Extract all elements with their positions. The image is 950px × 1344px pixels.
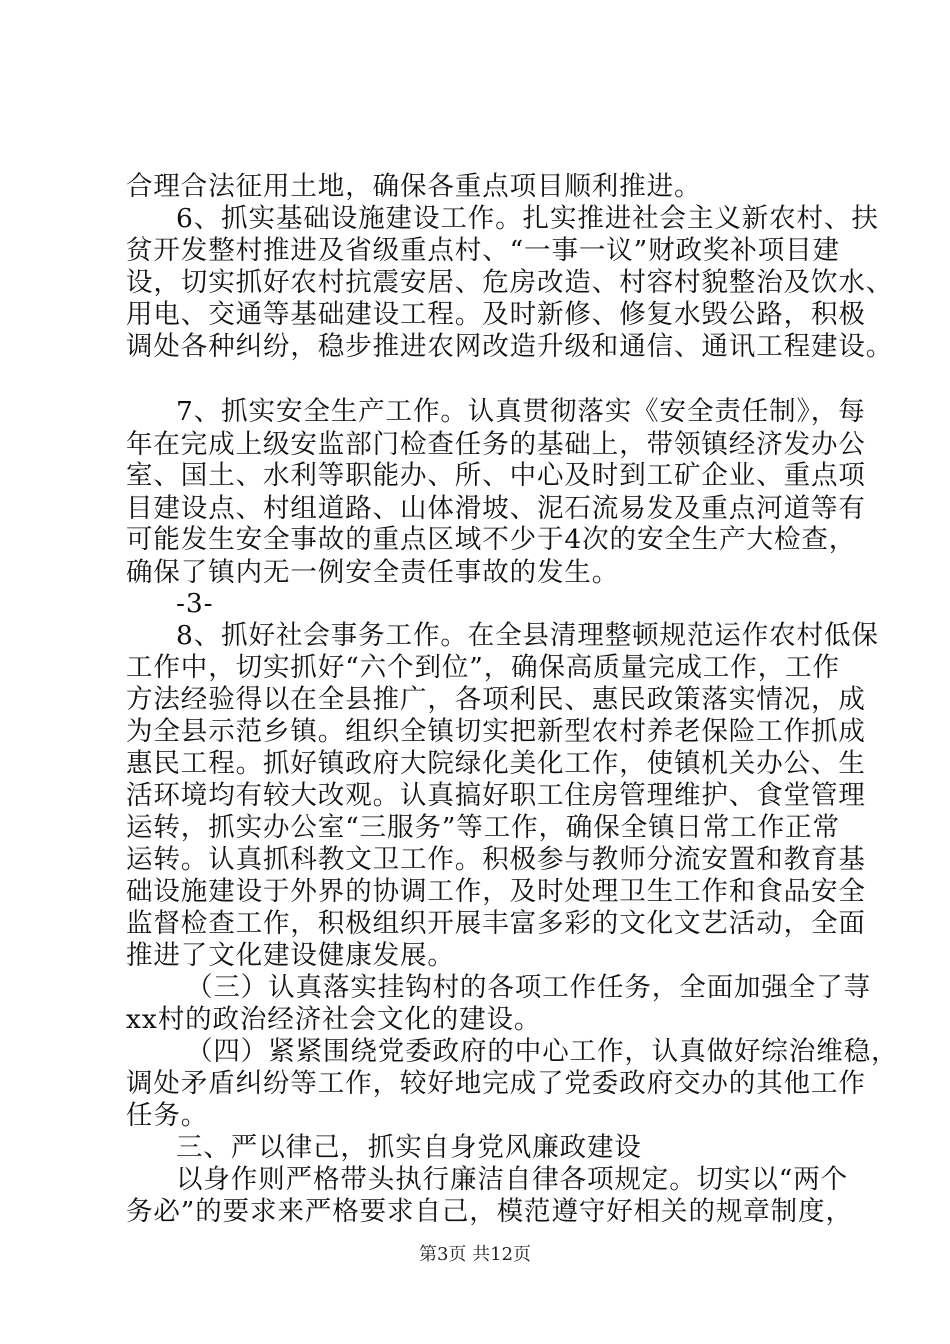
text-line: 可能发生安全事故的重点区域不少于4次的安全生产大检查，	[126, 524, 857, 555]
text-line: 8、抓好社会事务工作。在全县清理整顿规范运作农村低保	[176, 620, 879, 651]
page-footer: 第3页 共12页	[418, 1244, 532, 1265]
text-line: 监督检查工作，积极组织开展丰富多彩的文化文艺活动，全面	[126, 908, 866, 939]
text-line: 运转。认真抓科教文卫工作。积极参与教师分流安置和教育基	[126, 844, 866, 875]
text-line: 方法经验得以在全县推广，各项利民、惠民政策落实情况，成	[126, 684, 866, 715]
text-line: 推进了文化建设健康发展。	[126, 940, 455, 971]
text-line: 设，切实抓好农村抗震安居、危房改造、村容村貌整治及饮水、	[126, 267, 894, 298]
text-line: 三、严以律己，抓实自身党风廉政建设	[176, 1132, 642, 1163]
text-line: 工作中，切实抓好“六个到位”，确保高质量完成工作，工作	[126, 652, 840, 683]
text-line: 目建设点、村组道路、山体滑坡、泥石流易发及重点河道等有	[126, 493, 866, 524]
text-line: 惠民工程。抓好镇政府大院绿化美化工作，使镇机关办公、生	[126, 748, 866, 779]
text-line: 以身作则严格带头执行廉洁自律各项规定。切实以“两个	[176, 1164, 849, 1195]
text-line: xx村的政治经济社会文化的建设。	[126, 1004, 542, 1035]
text-line: 调处各种纠纷，稳步推进农网改造升级和通信、通讯工程建设。	[126, 331, 894, 362]
text-line: 确保了镇内无一例安全责任事故的发生。	[126, 557, 620, 588]
text-line: 础设施建设于外界的协调工作，及时处理卫生工作和食品安全	[126, 876, 866, 907]
text-line: 运转，抓实办公室“三服务”等工作，确保全镇日常工作正常	[126, 812, 840, 843]
text-line: 务必”的要求来严格要求自己，模范遵守好相关的规章制度，	[126, 1196, 853, 1227]
text-line: 活环境均有较大改观。认真搞好职工住房管理维护、食堂管理	[126, 780, 866, 811]
text-line: （三）认真落实挂钩村的各项工作任务，全面加强全了荨	[186, 972, 871, 1003]
text-line: 任务。	[126, 1100, 209, 1131]
text-line: 为全县示范乡镇。组织全镇切实把新型农村养老保险工作抓成	[126, 716, 866, 747]
text-line: （四）紧紧围绕党委政府的中心工作，认真做好综治维稳，	[186, 1036, 899, 1067]
text-line: 6、抓实基础设施建设工作。扎实推进社会主义新农村、扶	[176, 203, 879, 234]
text-line: 贫开发整村推进及省级重点村、“一事一议”财政奖补项目建	[126, 235, 840, 266]
text-line: 年在完成上级安监部门检查任务的基础上，带领镇经济发办公	[126, 429, 866, 460]
text-line: 用电、交通等基础建设工程。及时新修、修复水毁公路，积极	[126, 299, 866, 330]
text-line: 合理合法征用土地，确保各重点项目顺利推进。	[126, 171, 702, 202]
inline-page-number: -3-	[176, 588, 214, 619]
text-line: 调处矛盾纠纷等工作，较好地完成了党委政府交办的其他工作	[126, 1068, 866, 1099]
text-line: 7、抓实安全生产工作。认真贯彻落实《安全责任制》，每	[176, 396, 866, 427]
text-line: 室、国土、水利等职能办、所、中心及时到工矿企业、重点项	[126, 460, 866, 491]
